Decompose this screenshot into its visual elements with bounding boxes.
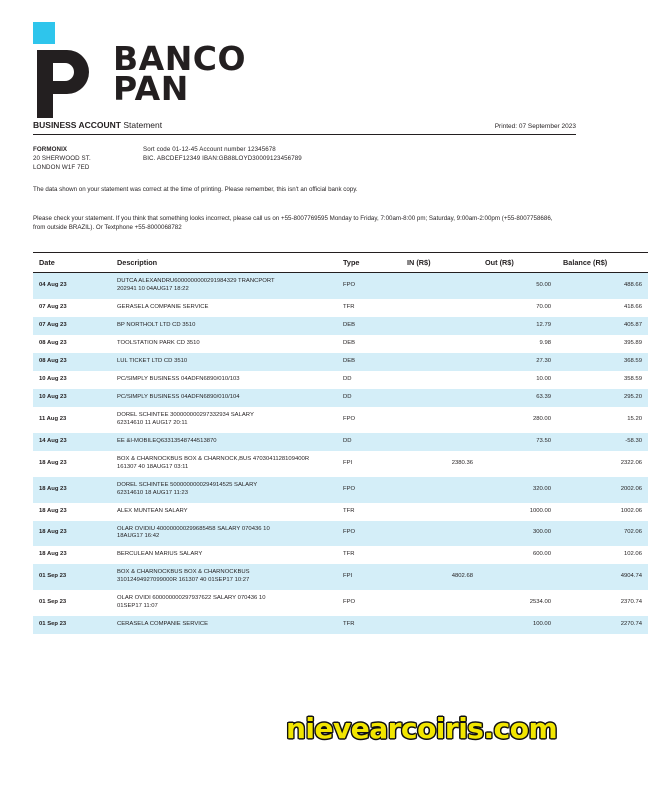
table-row <box>33 353 648 371</box>
cell-in <box>401 546 479 564</box>
address-line-2: LONDON W1F 7ED <box>33 163 90 171</box>
description-line-2: 161307 40 18AUG17 03:11 <box>117 463 189 470</box>
sort-code-account-number: Sort code 01-12-45 Account number 12345678 <box>143 146 276 153</box>
cell-balance: 395.89 <box>557 335 648 353</box>
table-row <box>33 590 648 616</box>
cell-out: 73.50 <box>479 433 557 451</box>
cell-balance: 2370.74 <box>557 590 648 616</box>
description-line-1: BERCULEAN MARIUS SALARY <box>117 551 203 558</box>
cell-balance: 295.20 <box>557 389 648 407</box>
brand-name-line1: BANCO <box>113 39 247 78</box>
cell-type: DEB <box>337 335 401 353</box>
cell-in <box>401 273 479 299</box>
cell-balance: 2270.74 <box>557 616 648 634</box>
description-line-1: PC/SIMPLY BUSINESS 04ADFN6890/010/103 <box>117 375 240 382</box>
transactions-table <box>33 252 648 634</box>
cell-out: 12.79 <box>479 317 557 335</box>
page-title <box>33 120 162 130</box>
statement-title-rest: Statement <box>121 120 163 130</box>
table-row <box>33 477 648 503</box>
cell-in <box>401 389 479 407</box>
cell-type: DEB <box>337 353 401 371</box>
cell-type: FPO <box>337 407 401 433</box>
account-numbers <box>143 146 576 173</box>
table-row <box>33 521 648 547</box>
column-header-description: Description <box>111 253 337 273</box>
cell-in <box>401 407 479 433</box>
account-address <box>33 146 143 173</box>
table-row <box>33 433 648 451</box>
cell-type: FPO <box>337 521 401 547</box>
cell-balance: 2322.06 <box>557 451 648 477</box>
cell-date: 08 Aug 23 <box>33 335 111 353</box>
cell-balance: 15.20 <box>557 407 648 433</box>
cell-type: FPO <box>337 477 401 503</box>
description-line-1: EE &I-MOBILEQ63313548744513870 <box>117 437 217 444</box>
cell-in <box>401 477 479 503</box>
cell-out: 1000.00 <box>479 503 557 521</box>
table-row <box>33 299 648 317</box>
cell-description <box>111 503 337 521</box>
description-line-1: OLAR OVIDI 600000000297937622 SALARY 070436 10 <box>117 595 266 602</box>
description-line-1: CERASELA COMPANIE SERVICE <box>117 621 209 628</box>
cell-out: 2534.00 <box>479 590 557 616</box>
cell-description <box>111 273 337 299</box>
cell-in <box>401 616 479 634</box>
column-header-balance: Balance (R$) <box>557 253 648 273</box>
cell-type: FPI <box>337 564 401 590</box>
cell-balance: 702.06 <box>557 521 648 547</box>
disclaimer-note: The data shown on your statement was correct at the time of printing. Please remember, this isn't an official bank copy. <box>33 186 358 193</box>
cell-balance: -58.30 <box>557 433 648 451</box>
bank-logo <box>33 22 353 117</box>
cell-in <box>401 299 479 317</box>
description-line-1: BOX & CHARNOCKBUS BOX & CHARNOCKBUS <box>117 569 250 576</box>
address-line-1: 20 SHERWOOD ST. <box>33 154 91 162</box>
cell-out <box>479 564 557 590</box>
cell-type: TFR <box>337 616 401 634</box>
cell-description <box>111 521 337 547</box>
cell-description <box>111 335 337 353</box>
cell-date: 18 Aug 23 <box>33 546 111 564</box>
cell-date: 07 Aug 23 <box>33 299 111 317</box>
cell-type: DD <box>337 433 401 451</box>
cell-description <box>111 389 337 407</box>
description-line-1: PC/SIMPLY BUSINESS 04ADFN6890/010/104 <box>117 393 240 400</box>
cell-in <box>401 521 479 547</box>
cell-balance: 102.06 <box>557 546 648 564</box>
cell-out: 70.00 <box>479 299 557 317</box>
cell-balance: 418.66 <box>557 299 648 317</box>
cell-in: 4802.68 <box>401 564 479 590</box>
description-line-2: 31012494927099000R 161307 40 01SEP17 10:27 <box>117 577 250 584</box>
cell-date: 10 Aug 23 <box>33 389 111 407</box>
cell-type: DD <box>337 371 401 389</box>
cell-description <box>111 371 337 389</box>
cell-date: 08 Aug 23 <box>33 353 111 371</box>
cell-date: 10 Aug 23 <box>33 371 111 389</box>
cell-date: 04 Aug 23 <box>33 273 111 299</box>
cell-date: 01 Sep 23 <box>33 616 111 634</box>
cell-description <box>111 317 337 335</box>
cell-description <box>111 299 337 317</box>
table-row <box>33 335 648 353</box>
cell-description <box>111 564 337 590</box>
cell-in <box>401 353 479 371</box>
column-header-out: Out (R$) <box>479 253 557 273</box>
statement-title-bold: BUSINESS ACCOUNT <box>33 120 121 130</box>
cell-type: TFR <box>337 503 401 521</box>
cell-type: TFR <box>337 299 401 317</box>
cell-description <box>111 546 337 564</box>
cell-date: 18 Aug 23 <box>33 477 111 503</box>
brand-name-line2: PAN <box>113 69 189 109</box>
table-row <box>33 616 648 634</box>
cell-description <box>111 353 337 371</box>
description-line-1: LUL TICKET LTD CD 3510 <box>117 357 188 364</box>
cell-in <box>401 317 479 335</box>
cell-out: 280.00 <box>479 407 557 433</box>
column-header-in: IN (R$) <box>401 253 479 273</box>
logo-p-icon <box>33 50 99 118</box>
company-name: FORMONIX <box>33 146 68 153</box>
cell-balance: 358.59 <box>557 371 648 389</box>
description-line-1: BOX & CHARNOCKBUS BOX & CHARNOCK,BUS 4703041128109400R <box>117 455 310 462</box>
contact-note: Please check your statement. If you think that something looks incorrect, please call us on +55-8007769595 Monday to Friday, 7:00am-8:00 pm; Saturday, 9:00am-2:00pm (+55-8007758686, from outside BRAZIL). Or Textphone +55-8000068782 <box>33 215 553 232</box>
table-row <box>33 389 648 407</box>
cell-out: 600.00 <box>479 546 557 564</box>
cell-balance: 405.87 <box>557 317 648 335</box>
cell-date: 18 Aug 23 <box>33 451 111 477</box>
cell-type: DD <box>337 389 401 407</box>
brand-name <box>113 39 247 109</box>
table-row <box>33 546 648 564</box>
description-line-1: DOREL SCHINTEE 5000000000294914525 SALARY <box>117 481 258 488</box>
printed-date: Printed: 07 September 2023 <box>494 123 576 130</box>
cell-description <box>111 590 337 616</box>
cell-out <box>479 451 557 477</box>
bic-iban: BIC. ABCDEF12349 IBAN:GB88LOYD30009123456789 <box>143 154 302 162</box>
cell-description <box>111 433 337 451</box>
description-line-1: BP NORTHOLT LTD CD 3510 <box>117 321 196 328</box>
table-header-row <box>33 253 648 273</box>
cell-out: 10.00 <box>479 371 557 389</box>
cell-out: 63.39 <box>479 389 557 407</box>
cell-out: 50.00 <box>479 273 557 299</box>
cell-description <box>111 616 337 634</box>
cell-out: 100.00 <box>479 616 557 634</box>
description-line-1: DUTCA ALEXANDRU6000000000291984329 TRANCPORT <box>117 278 275 284</box>
cell-out: 9.98 <box>479 335 557 353</box>
cell-balance: 488.66 <box>557 273 648 299</box>
table-row <box>33 273 648 299</box>
cell-type: FPI <box>337 451 401 477</box>
description-line-2: 18AUG17 16:42 <box>117 533 160 540</box>
column-header-date: Date <box>33 253 111 273</box>
cell-in <box>401 433 479 451</box>
cell-in <box>401 590 479 616</box>
table-row <box>33 451 648 477</box>
table-row <box>33 564 648 590</box>
description-line-2: 62314610 18 AUG17 11:23 <box>117 489 188 496</box>
logo-square-icon <box>33 22 55 44</box>
cell-balance: 4904.74 <box>557 564 648 590</box>
cell-description <box>111 477 337 503</box>
description-line-1: TOOLSTATION PARK CD 3510 <box>117 339 200 346</box>
cell-type: TFR <box>337 546 401 564</box>
cell-type: FPO <box>337 590 401 616</box>
cell-date: 14 Aug 23 <box>33 433 111 451</box>
cell-type: DEB <box>337 317 401 335</box>
cell-balance: 368.59 <box>557 353 648 371</box>
description-line-1: ALEX MUNTEAN SALARY <box>117 507 188 514</box>
cell-date: 18 Aug 23 <box>33 503 111 521</box>
cell-balance: 2002.06 <box>557 477 648 503</box>
cell-date: 07 Aug 23 <box>33 317 111 335</box>
description-line-1: DOREL SCHINTEE 300000000297332934 SALARY <box>117 411 254 418</box>
description-line-2: 62314610 11 AUG17 20:11 <box>117 419 188 426</box>
cell-type: FPO <box>337 273 401 299</box>
cell-in: 2380.36 <box>401 451 479 477</box>
transactions-table-wrap <box>33 252 642 634</box>
description-line-1: GERASELA COMPANIE SERVICE <box>117 303 209 310</box>
cell-in <box>401 503 479 521</box>
table-row <box>33 503 648 521</box>
statement-title-row <box>33 120 576 135</box>
cell-description <box>111 407 337 433</box>
account-details <box>33 146 576 173</box>
cell-out: 300.00 <box>479 521 557 547</box>
cell-description <box>111 451 337 477</box>
cell-in <box>401 335 479 353</box>
cell-out: 27.30 <box>479 353 557 371</box>
transactions-body <box>33 273 648 635</box>
cell-in <box>401 371 479 389</box>
cell-date: 01 Sep 23 <box>33 590 111 616</box>
cell-date: 18 Aug 23 <box>33 521 111 547</box>
cell-out: 320.00 <box>479 477 557 503</box>
cell-balance: 1002.06 <box>557 503 648 521</box>
cell-date: 11 Aug 23 <box>33 407 111 433</box>
cell-date: 01 Sep 23 <box>33 564 111 590</box>
description-line-2: 202941 10 04AUG17 18:22 <box>117 285 189 292</box>
table-row <box>33 371 648 389</box>
table-row <box>33 317 648 335</box>
table-row <box>33 407 648 433</box>
watermark: nievearcoiris.com <box>286 712 558 745</box>
description-line-1: OLAR OVIDIU 400000000299685458 SALARY 070436 10 <box>117 525 270 532</box>
column-header-type: Type <box>337 253 401 273</box>
description-line-2: 01SEP17 11:07 <box>117 603 158 610</box>
